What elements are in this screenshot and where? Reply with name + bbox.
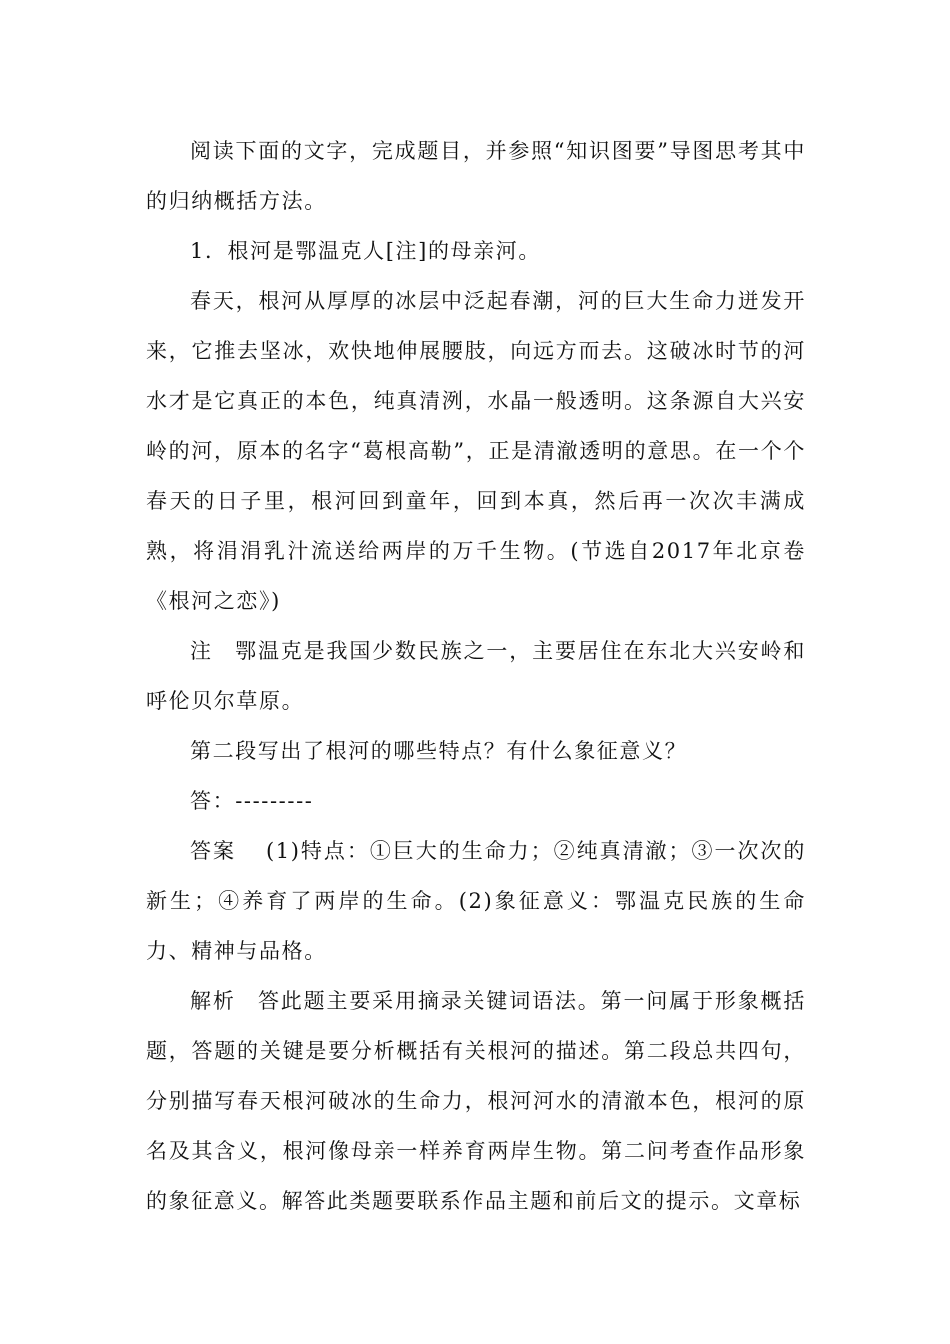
document-body (146, 126, 806, 1226)
answer-prompt-label: 答： (190, 789, 236, 813)
analysis-text: 答此题主要采用摘录关键词语法。第一问属于形象概括题，答题的关键是要分析概括有关根河的描述。第二段总共四句，分别描写春天根河破冰的生命力，根河河水的清澈本色，根河的原名及其含义，根河像母亲一样养育两岸生物。第二问考查作品形象的象征意义。解答此类题要联系作品主题和前后文的提示。文章标 (146, 989, 806, 1213)
intro-paragraph: 阅读下面的文字，完成题目，并参照“知识图要”导图思考其中的归纳概括方法。 (146, 139, 806, 213)
analysis-paragraph (146, 976, 806, 1226)
answer-paragraph (146, 826, 806, 976)
answer-prompt (146, 776, 806, 826)
note-text: 鄂温克是我国少数民族之一，主要居住在东北大兴安岭和呼伦贝尔草原。 (146, 639, 807, 713)
question-title: 1．根河是鄂温克人[注]的母亲河。 (190, 239, 541, 263)
answer-blank: --------- (235, 789, 314, 813)
note-label: 注 (190, 639, 213, 663)
question-paragraph: 第二段写出了根河的哪些特点？有什么象征意义？ (190, 739, 688, 763)
passage-paragraph: 春天，根河从厚厚的冰层中泛起春潮，河的巨大生命力迸发开来，它推去坚冰，欢快地伸展腰肢，向远方而去。这破冰时节的河水才是它真正的本色，纯真清洌，水晶一般透明。这条源自大兴安岭的河，原本的名字“葛根高勒”，正是清澈透明的意思。在一个个春天的日子里，根河回到童年，回到本真，然后再一次次丰满成熟，将涓涓乳汁流送给两岸的万千生物。(节选自2017年北京卷《根河之恋》) (146, 289, 806, 613)
answer-text: (1)特点：①巨大的生命力；②纯真清澈；③一次次的新生；④养育了两岸的生命。(2)象征意义：鄂温克民族的生命力、精神与品格。 (146, 839, 807, 963)
note-paragraph (146, 626, 806, 726)
analysis-label: 解析 (190, 989, 236, 1013)
answer-label: 答案 (190, 839, 236, 863)
